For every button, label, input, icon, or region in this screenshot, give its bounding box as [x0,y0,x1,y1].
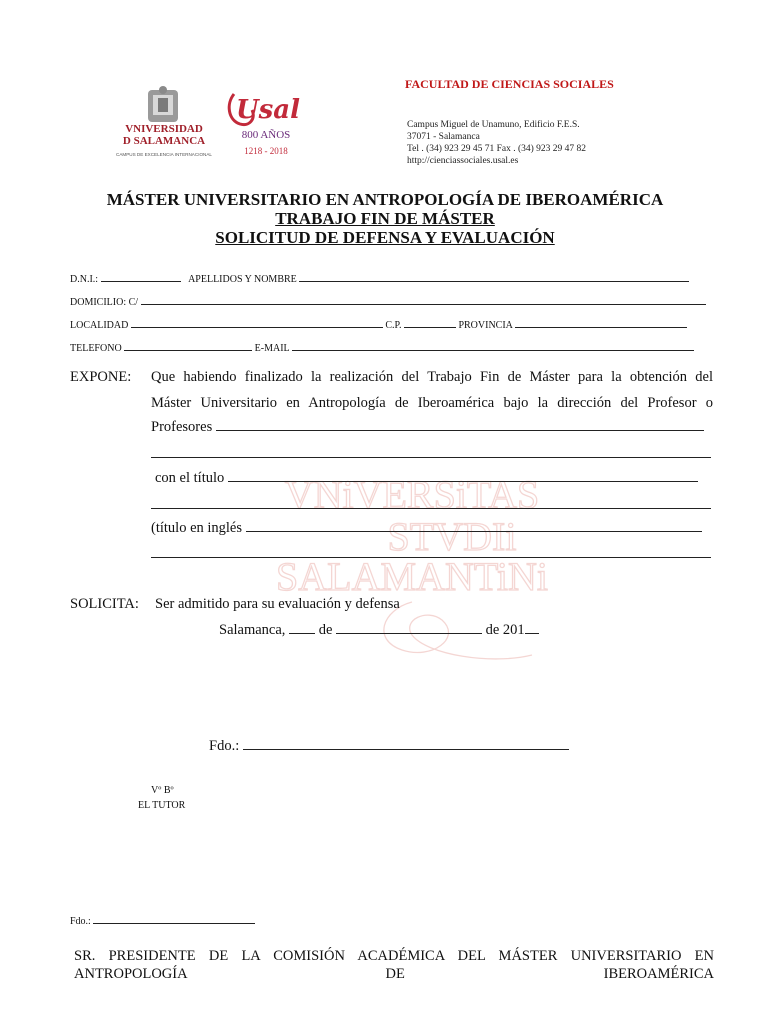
titulo-label: con el título [155,470,225,486]
tutor-signature-row [70,914,255,927]
usal-anniversary-word: Usal [235,95,301,125]
domicilio-label: DOMICILIO: C/ [70,297,139,308]
year-field[interactable] [525,633,539,634]
provincia-label: PROVINCIA [458,320,513,331]
titulo-field-line2[interactable] [151,508,711,509]
date-row [219,622,539,639]
addressee-text: SR. PRESIDENTE DE LA COMISIÓN ACADÉMICA DEL MÁSTER UNIVERSITARIO EN ANTROPOLOGÍA DE IBEROAMÉRICA [74,948,714,982]
address-line: 37071 - Salamanca [407,132,480,142]
watermark-line2: STVDIi [387,514,517,559]
watermark-line1: VNiVERSiTAS [284,472,540,517]
dni-row [70,272,689,285]
university-tagline: CAMPUS DE EXCELENCIA INTERNACIONAL [116,152,212,157]
titulo-ingles-label: (título en inglés [151,520,243,536]
place-label: Salamanca, [219,622,286,638]
de-label: de [318,622,333,638]
dni-label: D.N.I.: [70,274,99,285]
faculty-name: FACULTAD DE CIENCIAS SOCIALES [405,77,614,91]
localidad-field[interactable] [131,318,383,328]
expone-label: EXPONE: [70,369,132,385]
apellidos-label: APELLIDOS Y NOMBRE [188,274,297,285]
day-field[interactable] [289,633,315,634]
localidad-label: LOCALIDAD [70,320,129,331]
tutor-signature-field[interactable] [93,914,255,924]
telefono-row [70,341,694,354]
apellidos-field[interactable] [299,272,689,282]
fdo-tutor-label: Fdo.: [70,916,91,927]
tutor-label: EL TUTOR [138,800,186,811]
profesores-field[interactable] [216,430,704,431]
domicilio-field[interactable] [141,295,706,305]
month-field[interactable] [336,633,482,634]
year-label: de 201 [485,622,525,638]
usal-800-anos-logo [224,74,306,160]
student-signature-row [209,738,569,755]
localidad-row [70,318,687,331]
profesores-field-line2[interactable] [151,457,711,458]
cp-field[interactable] [404,318,456,328]
expone-text-line1: Que habiendo finalizado la realización del Trabajo Fin de Máster para la obtención del [151,369,713,385]
faculty-address [407,119,586,167]
address-line: Campus Miguel de Unamuno, Edificio F.E.S. [407,120,580,130]
fdo-label: Fdo.: [209,738,240,754]
email-field[interactable] [292,341,694,351]
domicilio-row [70,295,706,308]
university-name-line2: D SALAMANCA [122,135,206,147]
titulo-ingles-field-line2[interactable] [151,557,711,558]
website-link[interactable]: http://cienciassociales.usal.es [407,156,519,166]
universitas-watermark [262,470,562,680]
telefono-label: TELEFONO [70,343,122,354]
solicita-label: SOLICITA: [70,596,139,612]
titulo-ingles-field[interactable] [246,531,702,532]
anniversary-dates: 1218 - 2018 [244,146,288,156]
dni-field[interactable] [101,272,181,282]
titulo-ingles-row [151,520,702,537]
document-title: MÁSTER UNIVERSITARIO EN ANTROPOLOGÍA DE IBEROAMÉRICA [106,190,664,209]
university-name-line1: VNIVERSIDAD [125,123,203,135]
email-label: E-MAIL [254,343,290,354]
profesores-row [151,419,704,436]
phone-fax-line: Tel . (34) 923 29 45 71 Fax . (34) 923 29 47 82 [407,144,587,154]
titulo-row [155,470,698,487]
solicita-text: Ser admitido para su evaluación y defensa [155,596,400,612]
student-signature-field[interactable] [243,749,569,750]
cp-label: C.P. [385,320,402,331]
university-salamanca-logo [108,86,220,160]
expone-text-line2: Máster Universitario en Antropología de Iberoamérica bajo la dirección del Profesor o [151,395,713,411]
provincia-field[interactable] [515,318,687,328]
coat-of-arms-icon [148,86,178,122]
document-subtitle: TRABAJO FIN DE MÁSTER [275,209,495,228]
watermark-line3: SALAMANTiNi [276,554,548,599]
profesores-label: Profesores [151,419,213,435]
vobo-label: Vº Bº [151,785,174,796]
document-subtitle-request: SOLICITUD DE DEFENSA Y EVALUACIÓN [215,228,555,247]
anniversary-years: 800 AÑOS [241,129,291,141]
titulo-field[interactable] [228,481,698,482]
telefono-field[interactable] [124,341,252,351]
